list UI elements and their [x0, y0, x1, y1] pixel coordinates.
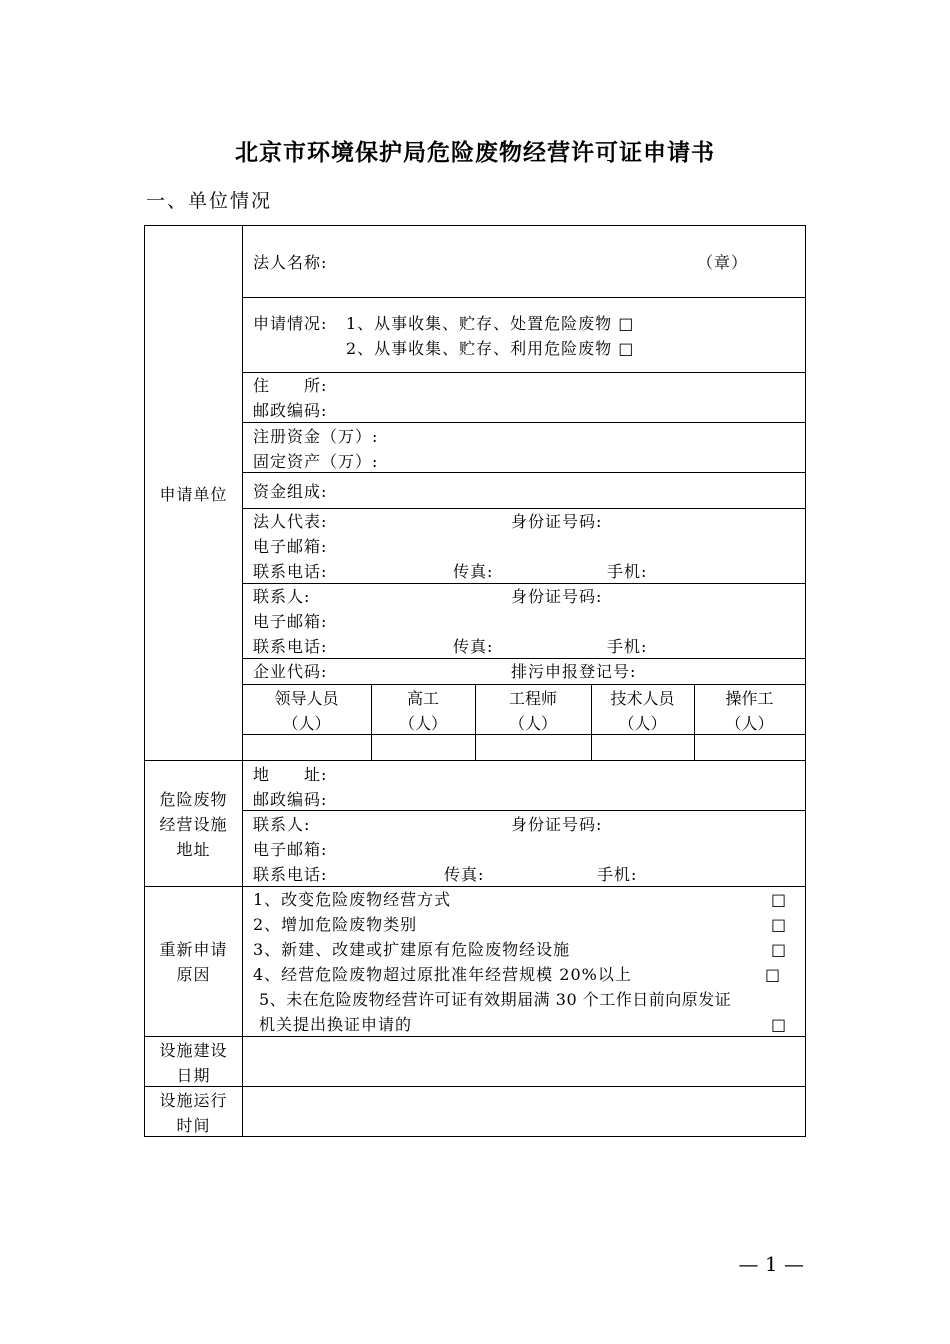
page-number: — 1 —: [738, 1252, 804, 1276]
registered-capital-field[interactable]: 注册资金（万）:: [253, 427, 379, 446]
reapply-reason-1-checkbox[interactable]: □: [771, 890, 788, 909]
fixed-assets-field[interactable]: 固定资产（万）:: [253, 452, 379, 471]
facility-phone-field[interactable]: 联系电话:: [253, 865, 328, 884]
run-time-label-line1: 设施运行: [159, 1091, 228, 1110]
contact-mobile-field[interactable]: 手机:: [607, 637, 648, 656]
facility-mobile-field[interactable]: 手机:: [597, 865, 638, 884]
row-divider: [242, 297, 805, 298]
reapply-reason-4-checkbox[interactable]: □: [765, 965, 782, 984]
reapply-label-line1: 重新申请: [159, 940, 228, 959]
facility-address-field[interactable]: 地 址:: [253, 765, 328, 784]
facility-id-field[interactable]: 身份证号码:: [511, 815, 603, 834]
facility-fax-field[interactable]: 传真:: [444, 865, 485, 884]
row-divider: [242, 372, 805, 373]
build-date-label-line2: 日期: [176, 1066, 211, 1085]
reapply-reason-2-checkbox[interactable]: □: [771, 915, 788, 934]
legal-name-field[interactable]: 法人名称:: [253, 253, 328, 272]
contact-id-field[interactable]: 身份证号码:: [511, 587, 603, 606]
applicant-label: 申请单位: [159, 485, 228, 504]
seal-mark: （章）: [697, 253, 749, 272]
legal-rep-email-field[interactable]: 电子邮箱:: [253, 537, 328, 556]
facility-label-line3: 地址: [176, 840, 211, 859]
build-date-label-line1: 设施建设: [159, 1041, 228, 1060]
reapply-reason-5-cont: 机关提出换证申请的: [259, 1015, 413, 1034]
legal-rep-mobile-field[interactable]: 手机:: [607, 562, 648, 581]
address-field[interactable]: 住 所:: [253, 376, 328, 395]
section-divider: [145, 1086, 805, 1087]
document-title: 北京市环境保护局危险废物经营许可证申请书: [235, 139, 715, 166]
reapply-reason-3: 3、新建、改建或扩建原有危险废物经设施: [253, 940, 571, 959]
section-divider: [145, 1036, 805, 1037]
legal-rep-phone-field[interactable]: 联系电话:: [253, 562, 328, 581]
section-heading: 一、单位情况: [146, 190, 273, 212]
facility-contact-field[interactable]: 联系人:: [253, 815, 311, 834]
staff-header-technicians: 技术人员 （人）: [610, 689, 675, 733]
application-form-table: [144, 225, 806, 1137]
apply-type-label: 申请情况:: [253, 314, 328, 333]
staff-header-leaders: 领导人员 （人）: [274, 689, 339, 733]
reapply-reason-2: 2、增加危险废物类别: [253, 915, 418, 934]
facility-postcode-field[interactable]: 邮政编码:: [253, 790, 328, 809]
apply-option-1-checkbox[interactable]: 1、从事收集、贮存、处置危险废物 □: [346, 314, 635, 333]
legal-rep-field[interactable]: 法人代表:: [253, 512, 328, 531]
row-divider: [242, 508, 805, 509]
reapply-reason-5: 5、未在危险废物经营许可证有效期届满 30 个工作日前向原发证: [259, 990, 732, 1009]
contact-fax-field[interactable]: 传真:: [453, 637, 494, 656]
reapply-reason-5-checkbox[interactable]: □: [771, 1015, 788, 1034]
run-time-label-line2: 时间: [176, 1116, 211, 1135]
staff-header-senior-engineers: 高工 （人）: [398, 689, 447, 733]
reapply-reason-4: 4、经营危险废物超过原批准年经营规模 20%以上: [253, 965, 632, 984]
capital-composition-field[interactable]: 资金组成:: [253, 482, 328, 501]
org-code-field[interactable]: 企业代码:: [253, 662, 328, 681]
apply-option-2-checkbox[interactable]: 2、从事收集、贮存、利用危险废物 □: [346, 339, 635, 358]
contact-email-field[interactable]: 电子邮箱:: [253, 612, 328, 631]
legal-rep-id-field[interactable]: 身份证号码:: [511, 512, 603, 531]
reapply-reason-1: 1、改变危险废物经营方式: [253, 890, 452, 909]
contact-field[interactable]: 联系人:: [253, 587, 311, 606]
contact-phone-field[interactable]: 联系电话:: [253, 637, 328, 656]
discharge-reg-field[interactable]: 排污申报登记号:: [511, 662, 637, 681]
legal-rep-fax-field[interactable]: 传真:: [453, 562, 494, 581]
section-divider: [145, 760, 805, 761]
reapply-label-line2: 原因: [176, 965, 211, 984]
postcode-field[interactable]: 邮政编码:: [253, 401, 328, 420]
facility-label-line1: 危险废物: [159, 790, 228, 809]
staff-header-operators: 操作工 （人）: [725, 689, 774, 733]
facility-label-line2: 经营设施: [159, 815, 228, 834]
reapply-reason-3-checkbox[interactable]: □: [771, 940, 788, 959]
staff-header-engineers: 工程师 （人）: [508, 689, 557, 733]
facility-email-field[interactable]: 电子邮箱:: [253, 840, 328, 859]
label-column-divider: [242, 226, 243, 1136]
row-divider: [242, 684, 805, 685]
